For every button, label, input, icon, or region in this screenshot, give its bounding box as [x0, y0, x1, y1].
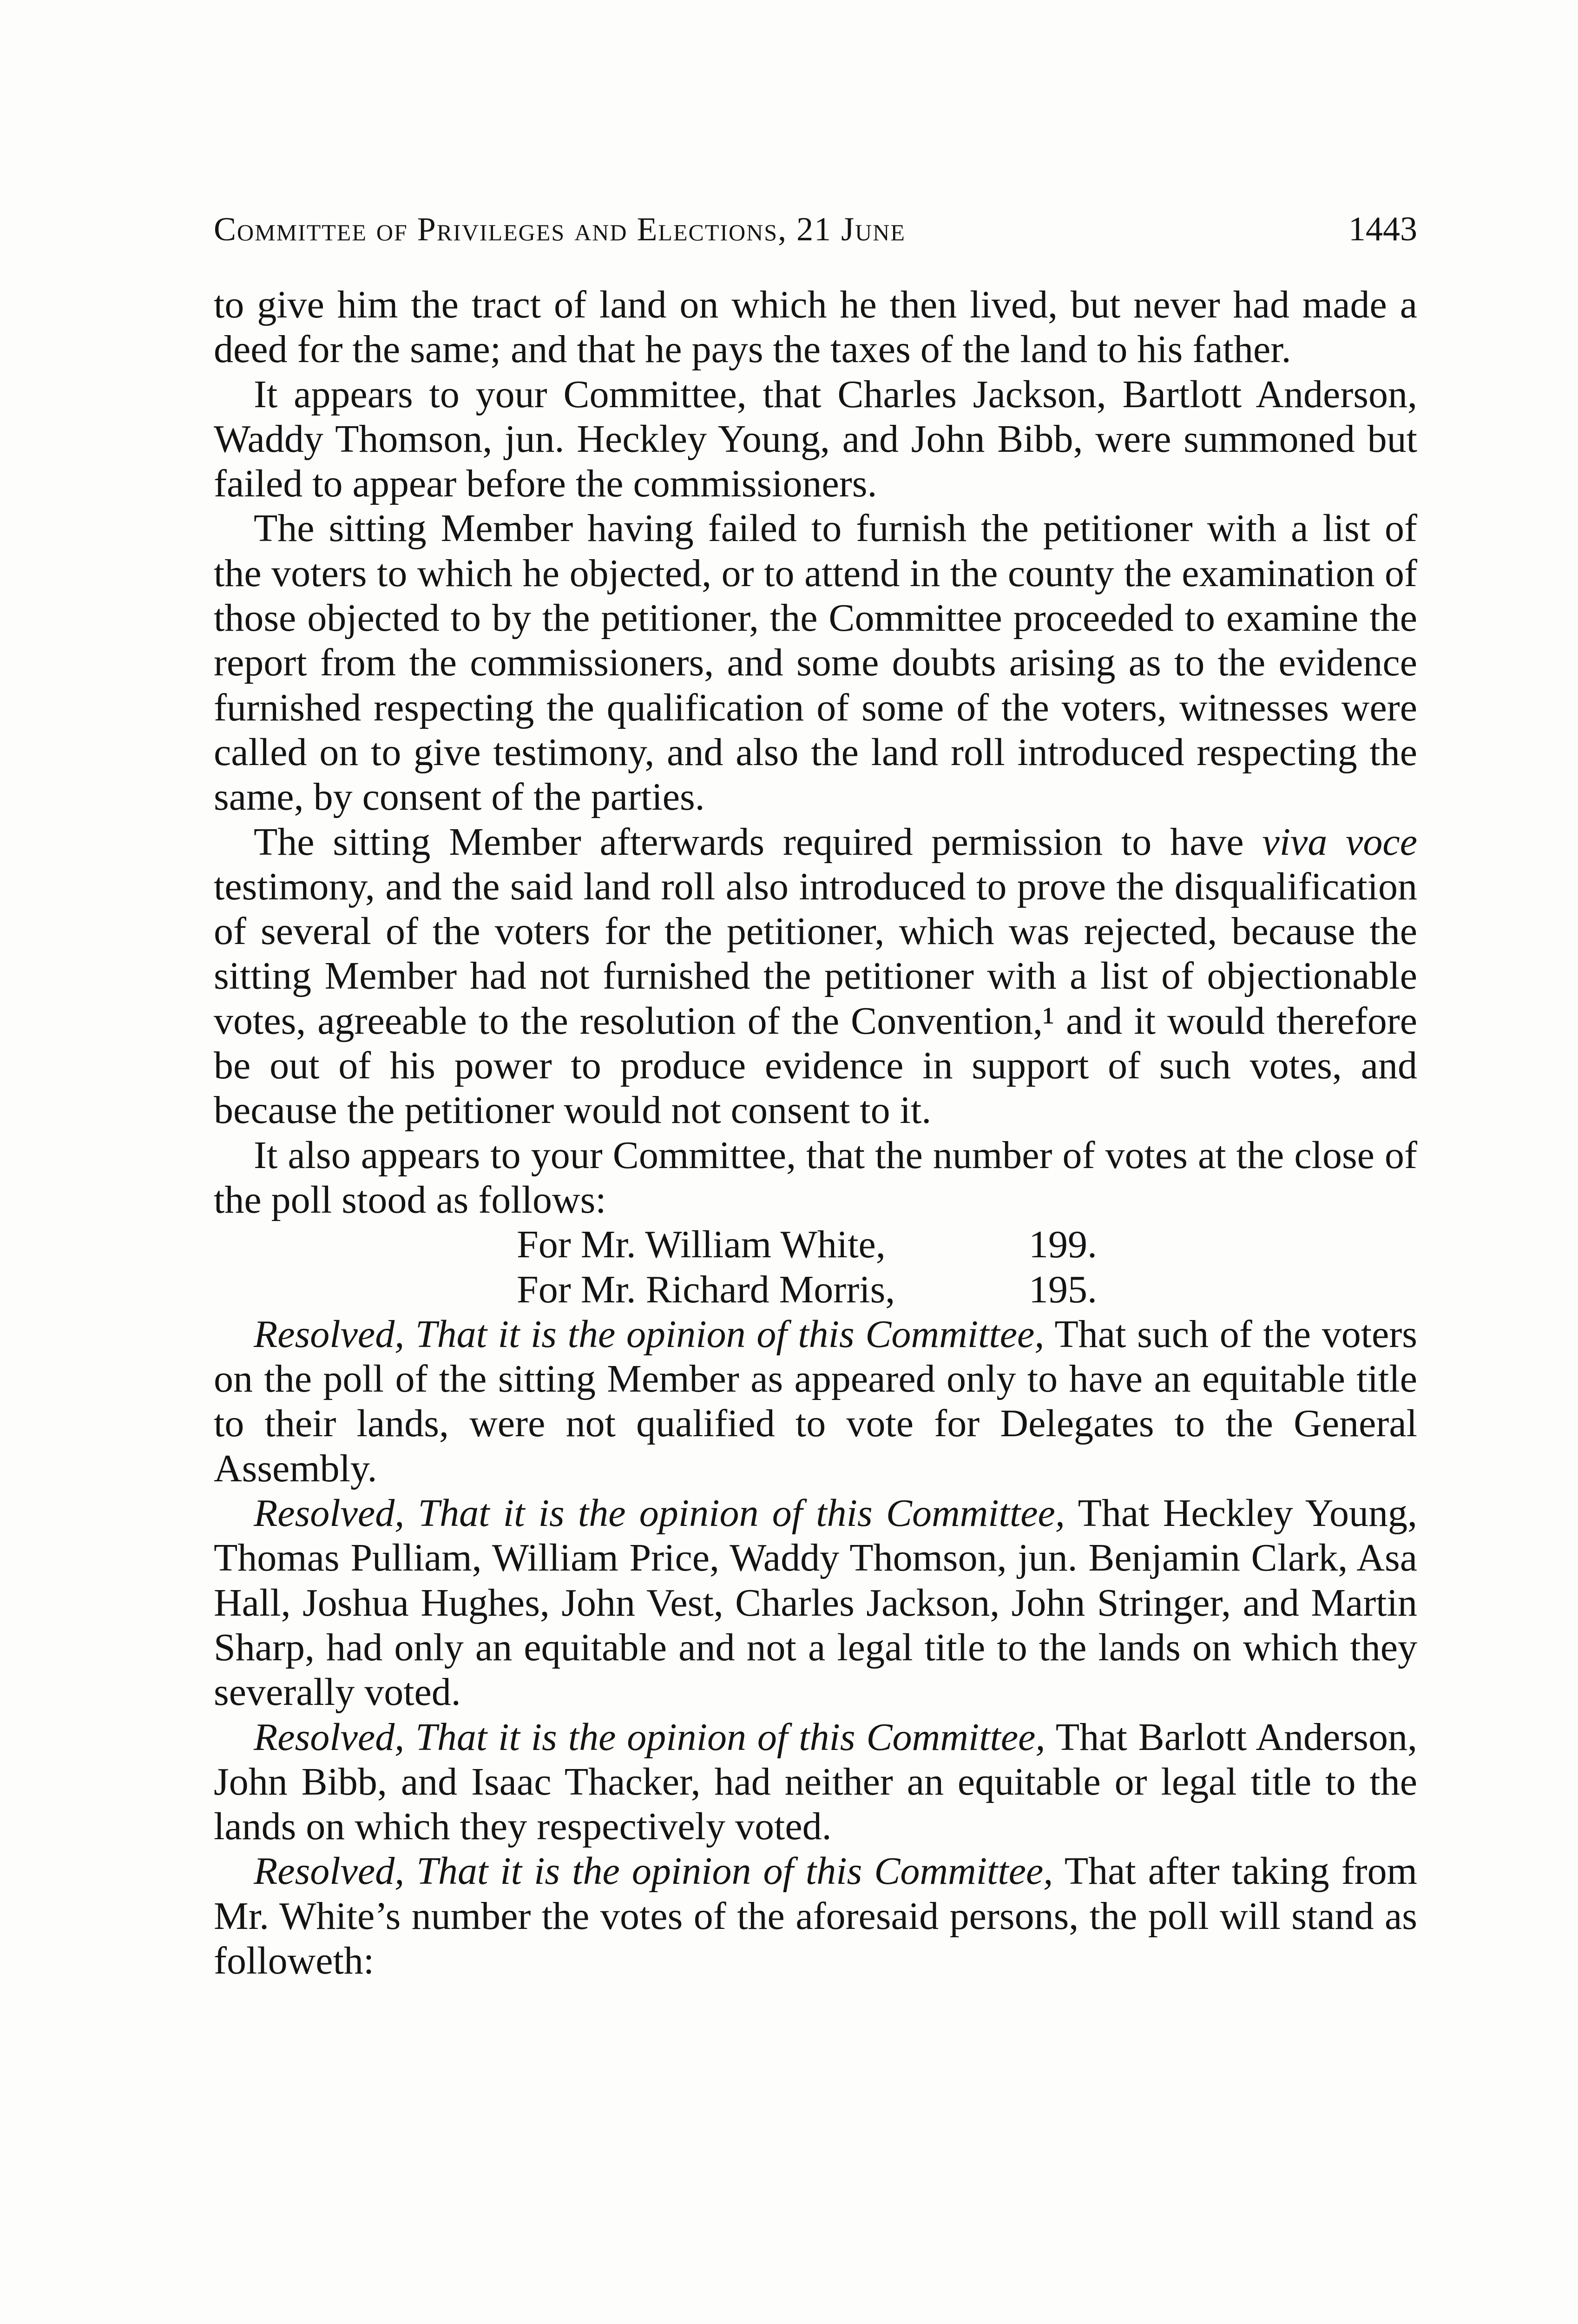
resolution-text: That after taking from Mr. White’s number the votes of the aforesaid persons, the poll will stand as followeth:	[214, 1849, 1417, 1982]
resolution-prefix: Resolved, That it is the opinion of this Committee,	[254, 1849, 1053, 1893]
paragraph-summoned: It appears to your Committee, that Charles Jackson, Bartlott Anderson, Waddy Thomson, jun. Heckley Young, and John Bibb, were summoned but failed to appear before the commissioners.	[214, 372, 1417, 506]
resolution-prefix: Resolved, That it is the opinion of this Committee,	[254, 1715, 1045, 1759]
resolution-prefix: Resolved, That it is the opinion of this Committee,	[254, 1492, 1065, 1535]
vote-tally	[214, 1222, 1417, 1312]
running-head: Committee of Privileges and Elections, 21 June	[214, 211, 906, 248]
resolution-prefix: Resolved, That it is the opinion of this Committee,	[254, 1312, 1045, 1356]
paragraph-viva-voce	[214, 820, 1417, 1133]
vote-row	[214, 1222, 1417, 1267]
vote-count: 195.	[1029, 1268, 1097, 1311]
resolution-text: That Barlott Anderson, John Bibb, and Isaac Thacker, had neither an equitable or legal title to the lands on which they respectively voted.	[214, 1715, 1417, 1849]
paragraph-continuation: to give him the tract of land on which he then lived, but never had made a deed for the same; and that he pays the taxes of the land to his father.	[214, 283, 1417, 371]
resolution-paragraph	[214, 1715, 1417, 1849]
page-body	[214, 283, 1417, 1983]
vote-candidate: For Mr. William White,	[517, 1223, 886, 1267]
paragraph-examination: The sitting Member having failed to furnish the petitioner with a list of the voters to which he objected, or to attend in the county the examination of those objected to by the petitioner, the Committee proceeded to examine the report from the commissioners, and some doubts arising as to the evidence furnished respecting the qualification of some of the voters, witnesses were called on to give testimony, and also the land roll introduced respecting the same, by consent of the parties.	[214, 507, 1417, 819]
vote-count: 199.	[1029, 1223, 1097, 1267]
paragraph-viva-voce-end: testimony, and the said land roll also introduced to prove the disqualification of several of the voters for the petitioner, which was rejected, because the sitting Member had not furnished the petitioner with a list of objectionable votes, agreeable to the resolution of the Convention,¹ and it would therefore be out of his power to produce evidence in support of such votes, and because the petitioner would not consent to it.	[214, 865, 1417, 1132]
resolution-text: That Heckley Young, Thomas Pulliam, William Price, Waddy Thomson, jun. Benjamin Clark, Asa Hall, Joshua Hughes, John Vest, Charles Jackson, John Stringer, and Martin Sharp, had only an equitable and not a legal title to the lands on which they severally voted.	[214, 1492, 1417, 1714]
page-header	[214, 204, 1417, 255]
paragraph-viva-voce-start: The sitting Member afterwards required permission to have	[254, 820, 1262, 864]
paragraph-poll-count: It also appears to your Committee, that the number of votes at the close of the poll stood as follows:	[214, 1133, 1417, 1221]
resolution-paragraph	[214, 1491, 1417, 1715]
resolution-paragraph	[214, 1312, 1417, 1491]
vote-candidate: For Mr. Richard Morris,	[517, 1268, 895, 1311]
resolution-text: That such of the voters on the poll of the sitting Member as appeared only to have an equitable title to their lands, were not qualified to vote for Delegates to the General Assembly.	[214, 1312, 1417, 1490]
viva-voce-italic: viva voce	[1262, 820, 1417, 864]
page-number: 1443	[1348, 210, 1417, 248]
resolution-paragraph	[214, 1849, 1417, 1983]
vote-row	[214, 1268, 1417, 1312]
